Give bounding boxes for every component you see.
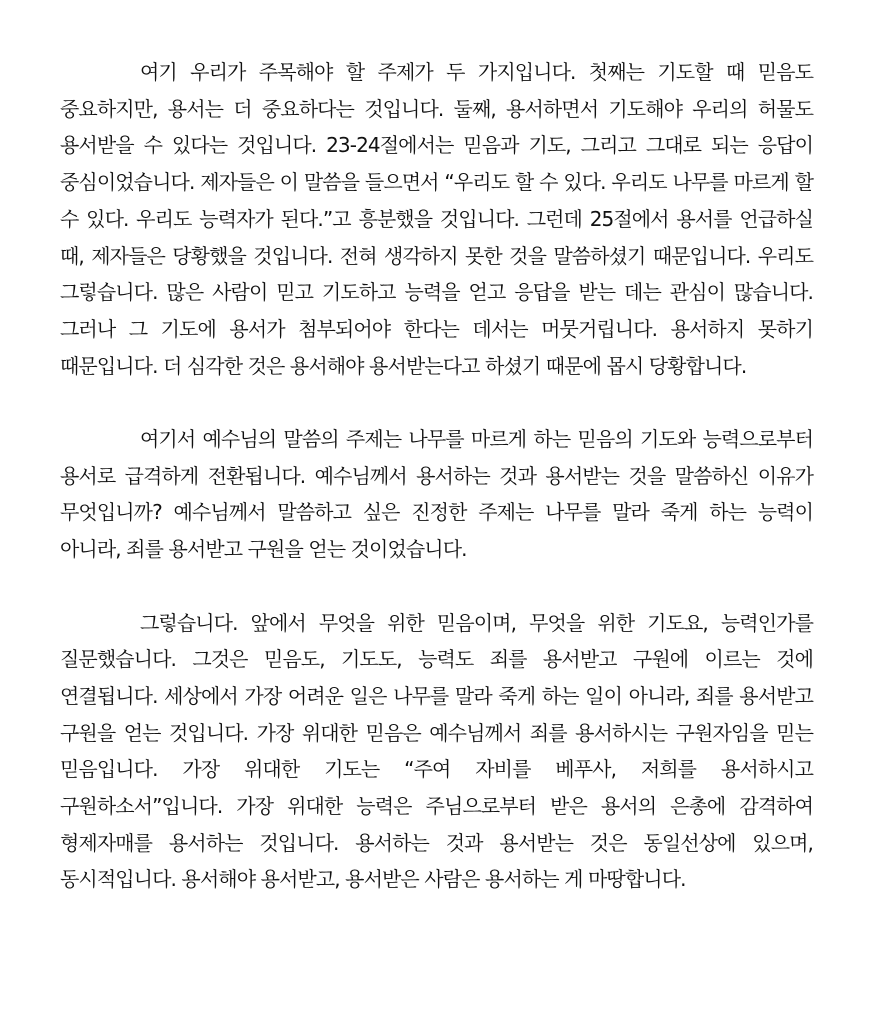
document-page [60,54,813,898]
paragraph-2: 여기서 예수님의 말씀의 주제는 나무를 마르게 하는 믿음의 기도와 능력으로부터 용서로 급격하게 전환됩니다. 예수님께서 용서하는 것과 용서받는 것을 말씀하신 이유가 무엇입니까? 예수님께서 말씀하고 싶은 진정한 주제는 나무를 말라 죽게 하는 능력이 아니라, 죄를 용서받고 구원을 얻는 것이었습니다. [60,427,813,562]
paragraph-1: 여기 우리가 주목해야 할 주제가 두 가지입니다. 첫째는 기도할 때 믿음도 중요하지만, 용서는 더 중요하다는 것입니다. 둘째, 용서하면서 기도해야 우리의 허물도 용서받을 수 있다는 것입니다. 23-24절에서는 믿음과 기도, 그리고 그대로 되는 응답이 중심이었습니다. 제자들은 이 말씀을 들으면서 “우리도 할 수 있다. 우리도 나무를 마르게 할 수 있다. 우리도 능력자가 된다.”고 흥분했을 것입니다. 그런데 25절에서 용서를 언급하실 때, 제자들은 당황했을 것입니다. 전혀 생각하지 못한 것을 말씀하셨기 때문입니다. 우리도 그렇습니다. 많은 사람이 믿고 기도하고 능력을 얻고 응답을 받는 데는 관심이 많습니다. 그러나 그 기도에 용서가 첨부되어야 한다는 데서는 머뭇거립니다. 용서하지 못하기 때문입니다. 더 심각한 것은 용서해야 용서받는다고 하셨기 때문에 몹시 당황합니다. [60,60,813,378]
paragraph-3: 그렇습니다. 앞에서 무엇을 위한 믿음이며, 무엇을 위한 기도요, 능력인가를 질문했습니다. 그것은 믿음도, 기도도, 능력도 죄를 용서받고 구원에 이르는 것에 연결됩니다. 세상에서 가장 어려운 일은 나무를 말라 죽게 하는 일이 아니라, 죄를 용서받고 구원을 얻는 것입니다. 가장 위대한 믿음은 예수님께서 죄를 용서하시는 구원자임을 믿는 믿음입니다. 가장 위대한 기도는 “주여 자비를 베푸사, 저희를 용서하시고 구원하소서”입니다. 가장 위대한 능력은 주님으로부터 받은 용서의 은총에 감격하여 형제자매를 용서하는 것입니다. 용서하는 것과 용서받는 것은 동일선상에 있으며, 동시적입니다. 용서해야 용서받고, 용서받은 사람은 용서하는 게 마땅합니다. [60,610,813,892]
